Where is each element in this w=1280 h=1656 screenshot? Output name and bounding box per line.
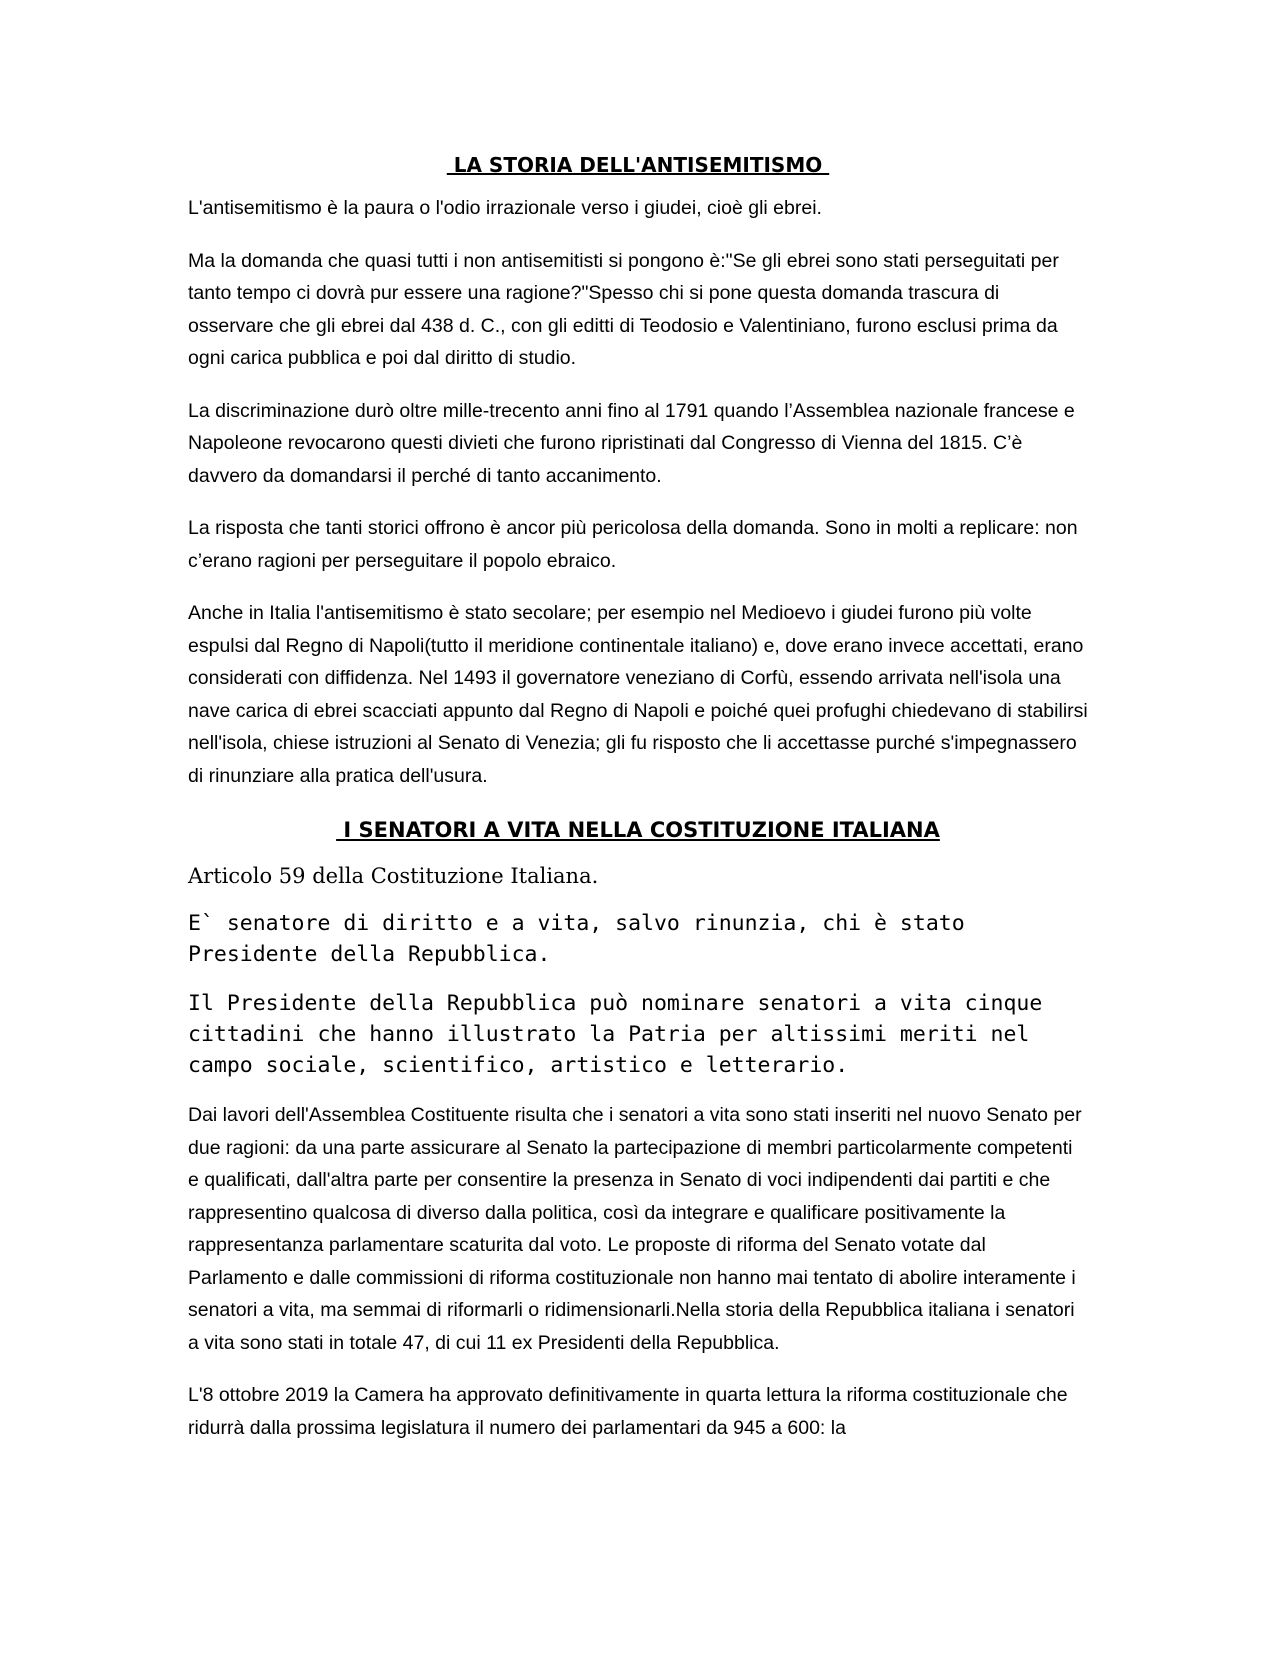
paragraph: La discriminazione durò oltre mille-trecento anni fino al 1791 quando l’Assemblea nazionale francese e Napoleone revocarono questi divieti che furono ripristinati dal Congresso di Vienna del 1815. C’è davvero da domandarsi il perché di tanto accanimento. [188,399,1075,487]
heading-antisemitismo: LA STORIA DELL'ANTISEMITISMO [446,153,830,177]
article-text: Il Presidente della Repubblica può nominare senatori a vita cinque cittadini che hanno illustrato la Patria per altissimi meriti nel campo sociale, scientifico, artistico e letterario. [188,991,1043,1078]
paragraph: L'antisemitismo è la paura o l'odio irrazionale verso i giudei, cioè gli ebrei. [188,197,822,219]
article-text: E` senatore di diritto e a vita, salvo rinunzia, chi è stato Presidente della Repubblica. [188,911,965,967]
paragraph: La risposta che tanti storici offrono è ancor più pericolosa della domanda. Sono in molti a replicare: non c’erano ragioni per perseguitare il popolo ebraico. [188,517,1078,572]
paragraph: L'8 ottobre 2019 la Camera ha approvato definitivamente in quarta lettura la riforma costituzionale che ridurrà dalla prossima legislatura il numero dei parlamentari da 945 a 600: la [188,1384,1068,1439]
paragraph: Anche in Italia l'antisemitismo è stato secolare; per esempio nel Medioevo i giudei furono più volte espulsi dal Regno di Napoli(tutto il meridione continentale italiano) e, dove erano invece accettati, erano considerati con diffidenza. Nel 1493 il governatore veneziano di Corfù, essendo arrivata nell'isola una nave carica di ebrei scacciati appunto dal Regno di Napoli e poiché quei profughi chiedevano di stabilirsi nell'isola, chiese istruzioni al Senato di Venezia; gli fu risposto che li accettasse purché s'impegnassero di rinunziare alla pratica dell'usura. [188,602,1088,787]
document-page [188,148,1088,1464]
paragraph: Dai lavori dell'Assemblea Costituente risulta che i senatori a vita sono stati inseriti nel nuovo Senato per due ragioni: da una parte assicurare al Senato la partecipazione di membri particolarmente competenti e qualificati, dall'altra parte per consentire la presenza in Senato di voci indipendenti dai partiti e che rappresentino qualcosa di diverso dalla politica, così da integrare e qualificare positivamente la rappresentanza parlamentare scaturita dal voto. Le proposte di riforma del Senato votate dal Parlamento e dalle commissioni di riforma costituzionale non hanno mai tentato di abolire interamente i senatori a vita, ma semmai di riformarli o ridimensionarli.Nella storia della Repubblica italiana i senatori a vita sono stati in totale 47, di cui 11 ex Presidenti della Repubblica. [188,1104,1082,1354]
heading-senatori-a-vita: I SENATORI A VITA NELLA COSTITUZIONE ITALIANA [336,818,940,842]
article-title: Articolo 59 della Costituzione Italiana. [188,864,599,888]
paragraph: Ma la domanda che quasi tutti i non antisemitisti si pongono è:"Se gli ebrei sono stati perseguitati per tanto tempo ci dovrà pur essere una ragione?"Spesso chi si pone questa domanda trascura di osservare che gli ebrei dal 438 d. C., con gli editti di Teodosio e Valentiniano, furono esclusi prima da ogni carica pubblica e poi dal diritto di studio. [188,249,1059,369]
